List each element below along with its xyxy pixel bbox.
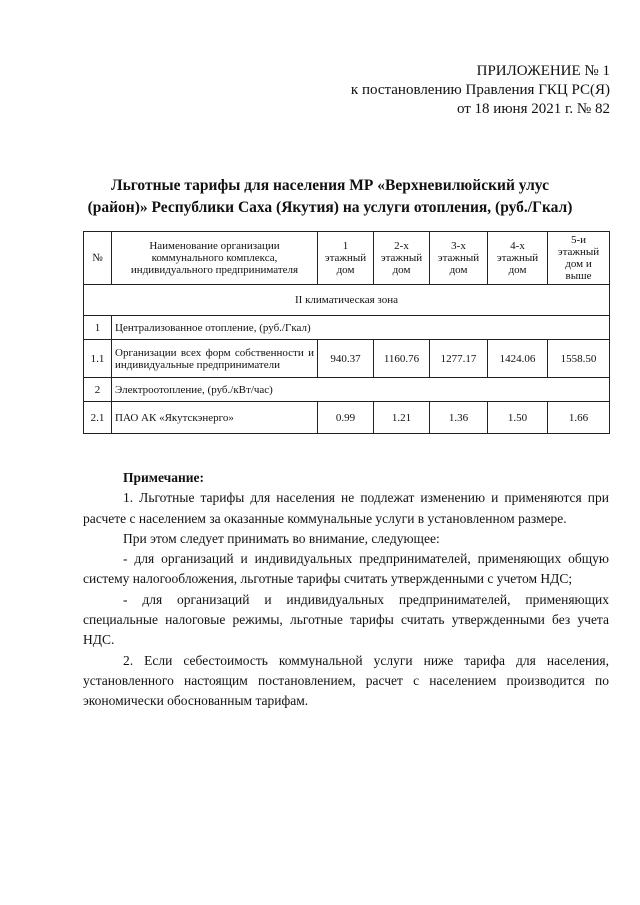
tariffs-table <box>83 231 610 434</box>
table-header-row <box>84 232 610 285</box>
header-2-floor: 2-х этажный дом <box>374 232 430 285</box>
appendix-date: от 18 июня 2021 г. № 82 <box>456 101 610 117</box>
tariff-5-floor-plus: 1558.50 <box>548 340 610 378</box>
section-label: Централизованное отопление, (руб./Гкал) <box>112 316 610 340</box>
organization-name: ПАО АК «Якутскэнерго» <box>112 402 318 434</box>
tariff-2-floor: 1.21 <box>374 402 430 434</box>
header-organization: Наименование организации коммунального комплекса, индивидуального предпринимателя <box>112 232 318 285</box>
header-1-floor: 1 этажный дом <box>318 232 374 285</box>
appendix-resolution: к постановлению Правления ГКЦ РС(Я) <box>350 82 610 98</box>
climate-zone-label: II климатическая зона <box>84 285 610 316</box>
appendix-header <box>351 62 610 119</box>
section-label: Электроотопление, (руб./кВт/час) <box>112 378 610 402</box>
note-paragraph: 2. Если себестоимость коммунальной услуги ниже тарифа для населения, установленного настоящим постановлением, расчет с населением производится по экономически обоснованным тарифам. <box>83 652 609 709</box>
note-paragraph: При этом следует принимать во внимание, следующее: <box>123 530 440 546</box>
tariff-1-floor: 940.37 <box>318 340 374 378</box>
document-title <box>60 175 600 219</box>
row-number: 2.1 <box>84 402 112 434</box>
header-number: № <box>84 232 112 285</box>
tariff-1-floor: 0.99 <box>318 402 374 434</box>
tariff-3-floor: 1.36 <box>430 402 488 434</box>
note-paragraph: - для организаций и индивидуальных предпринимателей, применяющих общую систему налогообложения, льготные тарифы считать утвержденными с учетом НДС; <box>83 551 609 587</box>
notes-heading: Примечание: <box>123 470 205 485</box>
organization-name: Организации всех форм собственности и индивидуальные предприниматели <box>112 340 318 378</box>
row-number: 1 <box>84 316 112 340</box>
row-number: 2 <box>84 378 112 402</box>
tariff-5-floor-plus: 1.66 <box>548 402 610 434</box>
header-5-floor-plus: 5-и этажный дом и выше <box>548 232 610 285</box>
climate-zone-row <box>84 285 610 316</box>
note-paragraph: - для организаций и индивидуальных предпринимателей, применяющих специальные налоговые режимы, льготные тарифы считать утвержденными без учета НДС. <box>83 591 609 648</box>
title-line-1: Льготные тарифы для населения МР «Верхневилюйский улус <box>111 177 549 194</box>
tariff-4-floor: 1.50 <box>488 402 548 434</box>
note-paragraph: 1. Льготные тарифы для населения не подлежат изменению и применяются при расчете с населением за оказанные коммунальные услуги в установленном размере. <box>83 490 609 526</box>
table-row <box>84 340 610 378</box>
table-row <box>84 402 610 434</box>
header-3-floor: 3-х этажный дом <box>430 232 488 285</box>
tariff-3-floor: 1277.17 <box>430 340 488 378</box>
table-row <box>84 316 610 340</box>
table-row <box>84 378 610 402</box>
tariff-2-floor: 1160.76 <box>374 340 430 378</box>
header-4-floor: 4-х этажный дом <box>488 232 548 285</box>
row-number: 1.1 <box>84 340 112 378</box>
tariff-4-floor: 1424.06 <box>488 340 548 378</box>
notes-section <box>83 468 609 712</box>
title-line-2: (район)» Республики Саха (Якутия) на услуги отопления, (руб./Гкал) <box>87 199 573 216</box>
appendix-number: ПРИЛОЖЕНИЕ № 1 <box>476 63 610 79</box>
